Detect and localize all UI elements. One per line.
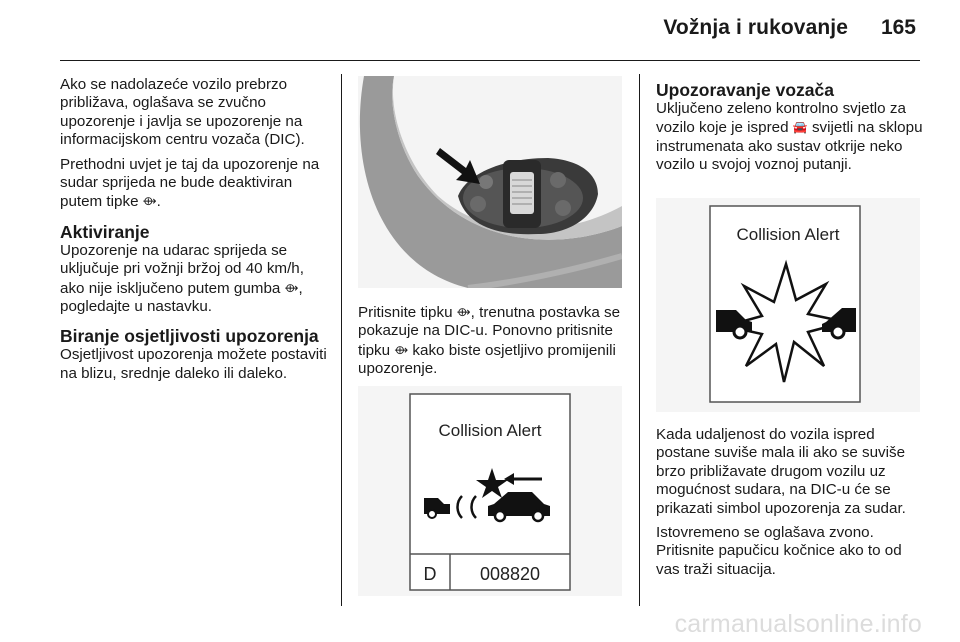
- text-span: Prethodni uvjet je taj da upozorenje na sudar sprijeda ne bude deaktiviran putem tipke: [60, 155, 320, 211]
- heading-sensitivity: Biranje osjetljivosti upozorenja: [60, 326, 319, 347]
- text-span: , trenutna postavka se pokazuje na DIC-u. Ponovno pritisnite tipku: [358, 304, 621, 359]
- vehicle-ahead-icon: 🚘: [792, 120, 808, 135]
- heading-driver-warning: Upozoravanje vozača: [656, 80, 834, 100]
- text-span: Uključeno zeleno kontrolno svjetlo za vozilo koje je ispred: [656, 100, 906, 137]
- heading-activation: Aktiviranje: [60, 221, 150, 242]
- left-column: [60, 76, 330, 389]
- header-rule: [60, 60, 920, 61]
- dic-sensitivity-figure: [358, 386, 622, 596]
- paragraph-intro: Ako se nadolazeće vozilo prebrzo približava, oglašava se zvučno upozorenje i javlja se upozorenje na informacijskom centru vozača (DIC).: [60, 76, 305, 149]
- collision-button-icon: ⟴: [284, 280, 299, 295]
- text-span: kako biste osjetljivo promijenili upozorenje.: [358, 341, 616, 378]
- collision-button-icon: ⟴: [456, 305, 471, 319]
- dic-title: Collision Alert: [438, 421, 542, 440]
- page-number: 165: [880, 16, 916, 39]
- paragraph-collision-symbol: Kada udaljenost do vozila ispred postane suviše mala ili ako se suviše brzo približavate drugom vozilu uz mogućnost sudara, na DIC-u će se prikazati simbol upozorenja za sudar.: [656, 426, 906, 517]
- paragraph-indicator: [656, 100, 926, 175]
- steering-wheel-figure: [358, 76, 622, 288]
- text-span: Pritisnite tipku: [358, 304, 457, 321]
- gear-indicator: D: [423, 564, 437, 584]
- text-span: .: [156, 193, 161, 211]
- collision-button-icon: ⟴: [394, 342, 409, 357]
- column-divider-right: [639, 74, 640, 606]
- collision-alert-figure: [656, 198, 920, 412]
- chapter-title: Vožnja i rukovanje: [663, 16, 848, 39]
- right-column-top: [656, 80, 926, 175]
- collision-button-icon: ⟴: [142, 194, 157, 209]
- column-divider-left: [341, 74, 342, 606]
- middle-paragraph: [358, 303, 630, 379]
- paragraph-precondition: [60, 156, 330, 212]
- paragraph-chime: Istovremeno se oglašava zvono. Pritisnite papučicu kočnice ako to od vas traži situacija.: [656, 524, 902, 578]
- paragraph-press-button: [358, 303, 630, 379]
- odometer-value: 008820: [479, 564, 541, 584]
- alert-title: Collision Alert: [736, 225, 840, 244]
- right-column-bottom: [656, 426, 926, 585]
- text-span: Upozorenje na udarac sprijeda se uključuje pri vožnji bržoj od 40 km/h, ako nije isključeno putem gumba: [60, 241, 304, 297]
- paragraph-activation: [60, 242, 330, 317]
- text-span: , pogledajte u nastavku.: [60, 279, 303, 316]
- watermark: carmanualsonline.info: [674, 610, 922, 638]
- paragraph-sensitivity: Osjetljivost upozorenja možete postaviti na blizu, srednje daleko ili daleko.: [60, 346, 327, 382]
- text-span: svijetli na sklopu instrumenata ako sustav otkrije neko vozilo u svojoj voznoj putanji.: [656, 119, 923, 174]
